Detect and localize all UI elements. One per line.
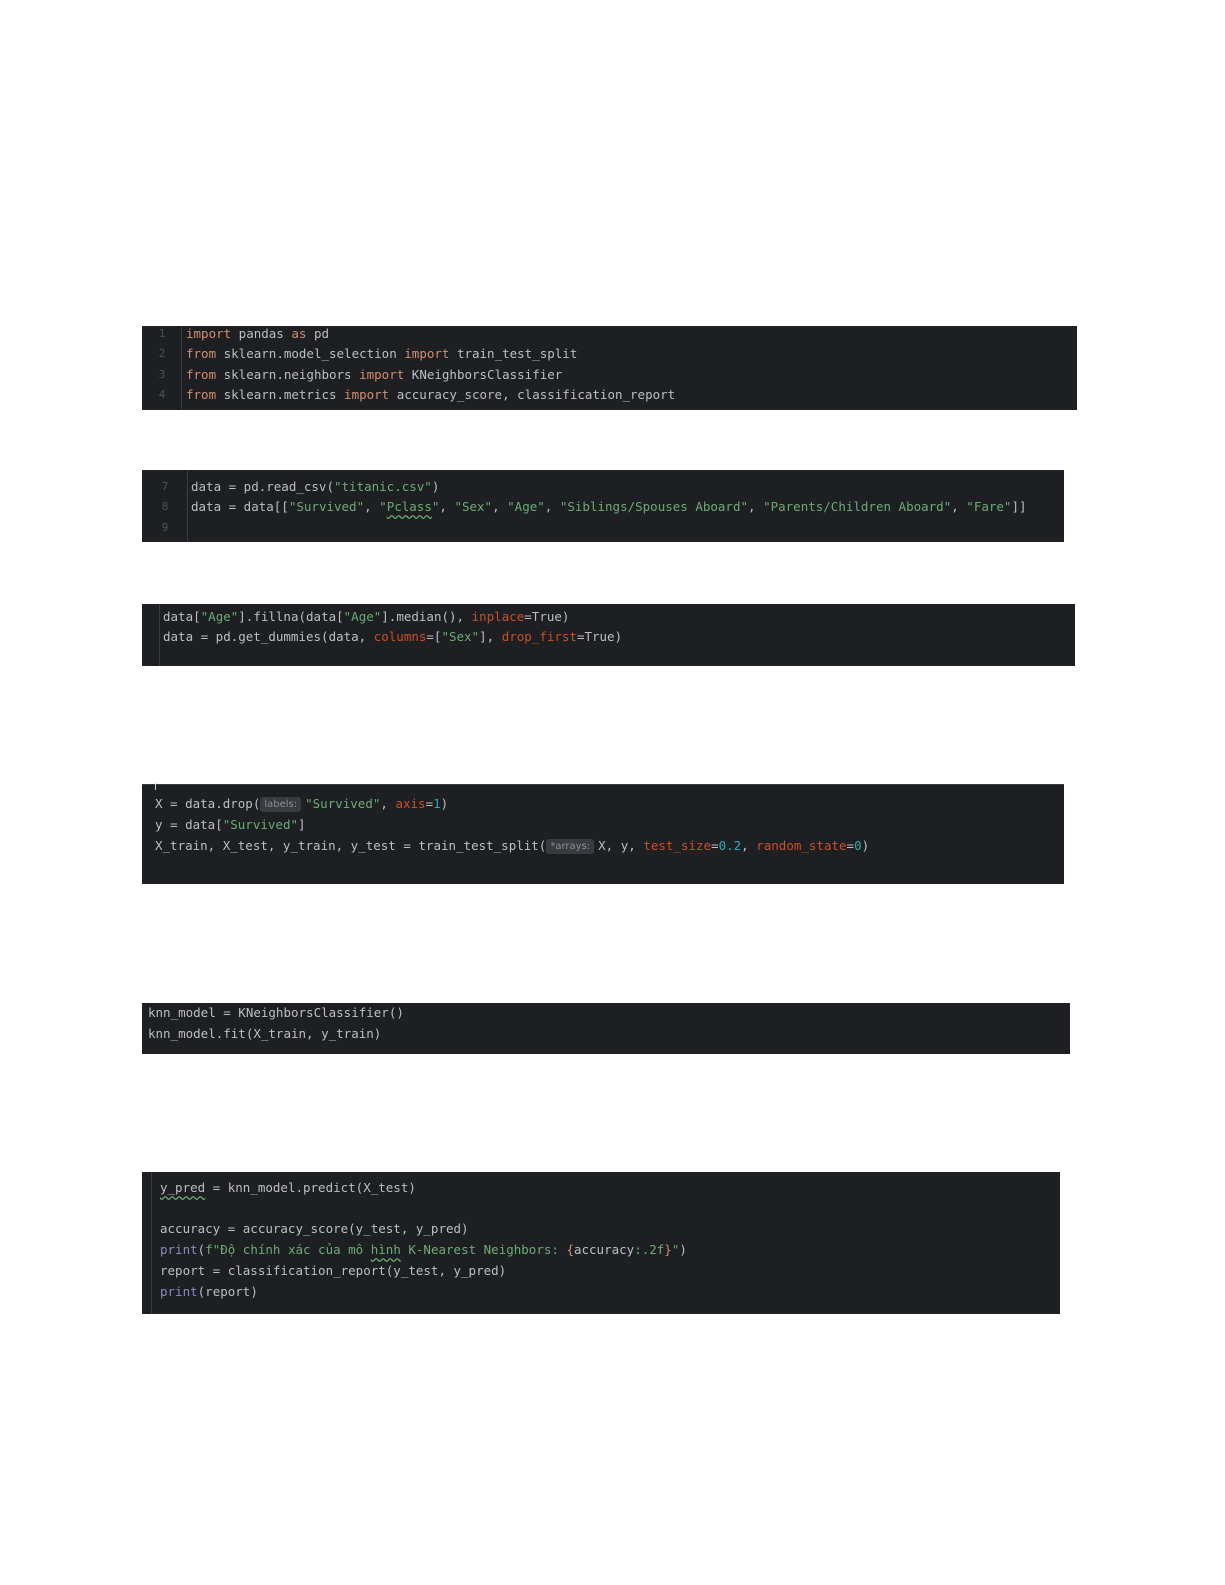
code-text	[160, 1178, 416, 1198]
code-token: :.2f	[634, 1242, 665, 1258]
code-token: ,	[544, 499, 560, 515]
code-token: =True)	[576, 629, 623, 645]
code-text	[155, 794, 448, 814]
code-token: =[	[426, 629, 442, 645]
parameter-hint: *arrays:	[546, 839, 594, 854]
code-token: import	[404, 346, 450, 362]
code-token: data = data[[	[191, 499, 289, 515]
code-token: accuracy_score, classification_report	[389, 386, 676, 402]
code-line	[142, 497, 1064, 517]
code-token: test_size	[643, 838, 712, 853]
code-token: "Fare"	[966, 499, 1012, 515]
code-block-preprocess	[142, 604, 1075, 666]
code-line	[142, 518, 1064, 538]
code-token: random_state	[756, 838, 847, 853]
code-token: print	[160, 1283, 198, 1299]
code-token: ]]	[1011, 499, 1027, 515]
code-block-evaluate	[142, 1172, 1060, 1314]
code-token: ,	[951, 499, 967, 515]
code-token: y_pred	[160, 1180, 206, 1195]
code-token: ,	[439, 499, 455, 515]
line-number: 4	[158, 387, 166, 401]
code-token: f"Độ chính xác của mô	[205, 1242, 371, 1258]
code-text	[160, 1240, 687, 1260]
code-token: accuracy	[573, 1242, 635, 1258]
code-token: =	[425, 796, 434, 811]
code-token: =	[846, 838, 855, 853]
code-token: print	[160, 1242, 198, 1258]
code-token: accuracy = accuracy_score(y_test, y_pred)	[160, 1221, 469, 1237]
code-token: )	[861, 838, 870, 853]
code-text	[160, 1261, 506, 1281]
code-token: )	[431, 479, 440, 494]
code-token: "Sex"	[441, 629, 480, 645]
parameter-hint: labels:	[260, 797, 301, 812]
code-token: inplace	[471, 609, 525, 624]
code-token: =True)	[524, 609, 570, 624]
code-line	[142, 627, 1075, 647]
code-token: pd	[306, 326, 330, 341]
code-token: (report)	[197, 1283, 258, 1299]
code-line	[142, 477, 1064, 497]
code-text	[191, 497, 1027, 517]
code-line	[142, 1003, 1070, 1023]
code-token: import	[186, 326, 232, 341]
code-token: ]	[298, 817, 306, 832]
line-number: 8	[161, 500, 169, 514]
code-text	[163, 607, 569, 627]
code-token: "Age"	[343, 609, 382, 624]
code-block-imports	[142, 326, 1077, 410]
code-text	[186, 365, 562, 385]
code-token: ],	[479, 629, 502, 645]
code-token: ,	[748, 499, 764, 515]
line-number: 7	[161, 480, 169, 493]
code-token: data = pd.read_csv(	[191, 479, 334, 494]
code-text	[148, 1024, 381, 1044]
code-line	[142, 1024, 1070, 1044]
code-token: as	[291, 326, 307, 341]
code-line	[142, 365, 1077, 385]
line-number: 9	[161, 520, 169, 534]
code-token: "titanic.csv"	[334, 479, 432, 494]
code-line	[142, 794, 1064, 814]
code-token: X_train, X_test, y_train, y_test = train_test_split(	[155, 838, 547, 853]
code-text	[163, 627, 622, 647]
code-line	[142, 1219, 1060, 1239]
code-token: X = data.drop(	[155, 796, 261, 811]
code-line	[142, 815, 1064, 835]
code-token: )	[440, 796, 449, 811]
code-token: columns	[373, 629, 427, 645]
code-token: "Survived"	[222, 817, 298, 832]
code-token: from	[186, 366, 217, 382]
code-block-fit	[142, 1003, 1070, 1054]
code-token: train_test_split	[449, 346, 578, 362]
code-line	[142, 1240, 1060, 1260]
code-text	[155, 836, 869, 856]
code-token: sklearn.model_selection	[216, 346, 405, 362]
code-token: import	[344, 386, 390, 402]
code-line	[142, 607, 1075, 627]
code-token: sklearn.metrics	[216, 386, 345, 402]
line-number: 2	[158, 347, 166, 361]
code-line	[142, 344, 1077, 364]
code-line	[142, 1199, 1060, 1219]
code-token: hình	[370, 1242, 401, 1258]
code-text	[160, 1282, 258, 1302]
code-token: ,	[380, 796, 396, 811]
code-token: "Age"	[200, 609, 239, 624]
code-token: "	[671, 1242, 680, 1258]
code-line	[142, 324, 1077, 344]
code-token: {	[566, 1242, 574, 1258]
code-token: data = pd.get_dummies(data,	[163, 629, 374, 645]
text-caret	[155, 783, 156, 790]
code-token: "Siblings/Spouses Aboard"	[559, 499, 749, 515]
code-token: "Survived"	[305, 796, 381, 811]
code-token: import	[359, 366, 405, 382]
code-line	[142, 836, 1064, 856]
code-token: )	[679, 1242, 687, 1258]
code-token: from	[186, 386, 217, 402]
code-token: 0.2	[718, 838, 742, 853]
code-token: "	[379, 499, 387, 515]
code-text	[191, 477, 439, 497]
code-block-split	[142, 784, 1064, 884]
code-line	[142, 1178, 1060, 1198]
code-token: "	[431, 499, 440, 515]
code-token: "Parents/Children Aboard"	[763, 499, 952, 515]
code-token: knn_model = KNeighborsClassifier()	[148, 1005, 404, 1020]
code-token: report = classification_report(y_test, y_pred)	[160, 1262, 507, 1278]
line-number: 3	[158, 367, 166, 381]
code-token: }	[664, 1242, 672, 1258]
line-number: 1	[158, 327, 166, 340]
code-token: 1	[433, 796, 441, 811]
code-token: axis	[395, 796, 426, 811]
code-token: "Survived"	[288, 499, 365, 515]
code-token: y = data[	[155, 817, 223, 832]
code-token: ].median(),	[381, 609, 472, 624]
code-text	[186, 344, 577, 364]
code-text	[186, 385, 675, 405]
code-line	[142, 385, 1077, 405]
code-token: KNeighborsClassifier	[404, 366, 563, 382]
code-token: "Sex"	[454, 499, 493, 515]
code-text	[160, 1219, 469, 1239]
code-token: pandas	[231, 326, 292, 341]
code-token: sklearn.neighbors	[216, 366, 360, 382]
code-line	[142, 1261, 1060, 1281]
code-token: (	[197, 1242, 206, 1258]
code-token: drop_first	[501, 629, 577, 645]
code-token: from	[186, 346, 217, 362]
code-token: Pclass	[386, 499, 432, 515]
code-token: 0	[854, 838, 862, 853]
code-block-load-data	[142, 470, 1064, 542]
code-token: ,	[364, 499, 380, 515]
code-token: = knn_model.predict(X_test)	[205, 1180, 416, 1195]
code-text	[148, 1003, 404, 1023]
code-text	[155, 815, 306, 835]
code-text	[186, 324, 329, 344]
code-token: X, y,	[598, 838, 644, 853]
code-token: ,	[741, 838, 757, 853]
code-token: data[	[163, 609, 201, 624]
code-token: ].fillna(data[	[238, 609, 344, 624]
code-token: K-Nearest Neighbors:	[400, 1242, 567, 1258]
code-line	[142, 1282, 1060, 1302]
code-token: "Age"	[507, 499, 545, 515]
code-token: knn_model.fit(X_train, y_train)	[148, 1026, 382, 1041]
code-token: =	[711, 838, 719, 853]
code-token: ,	[492, 499, 508, 515]
